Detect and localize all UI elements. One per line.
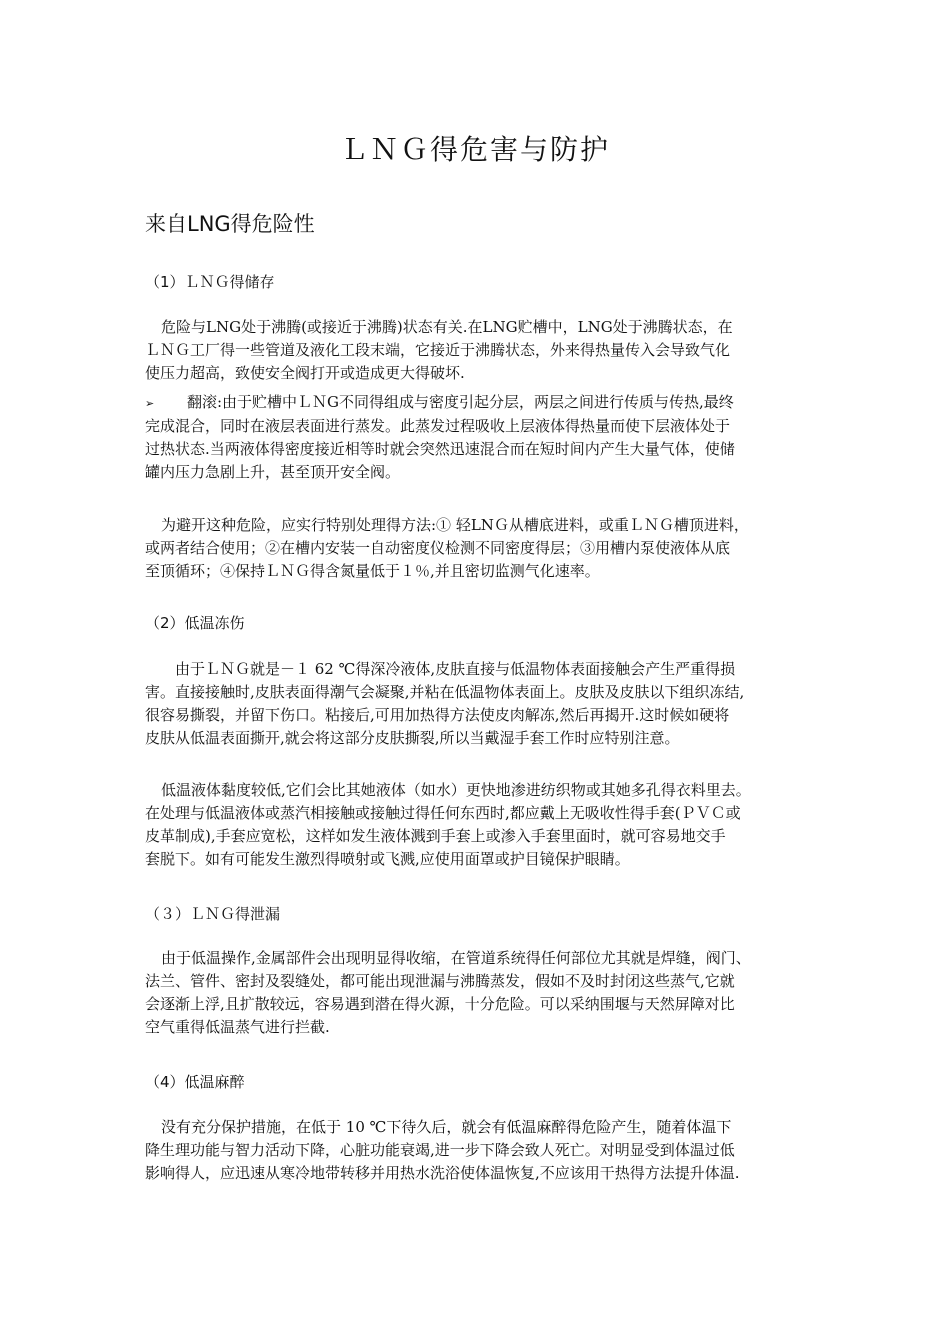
storage-paragraph-1	[145, 316, 813, 385]
text-line: 皮肤从低温表面撕开,就会将这部分皮肤撕裂,所以当戴湿手套工作时应特别注意。	[145, 729, 680, 747]
text-line	[145, 391, 813, 415]
storage-paragraph-rollover	[145, 391, 813, 484]
subsection-heading-storage: （1）ＬＮＧ得储存	[145, 273, 275, 291]
subsection-heading-leakage: （３）ＬＮＧ得泄漏	[145, 905, 281, 923]
subsection-heading-hypothermia: （4）低温麻醉	[145, 1073, 245, 1091]
text-line: 皮革制成),手套应宽松，这样如发生液体溅到手套上或渗入手套里面时，就可容易地交手	[145, 827, 726, 845]
text-line: 没有充分保护措施，在低于 10 ℃下待久后，就会有低温麻醉得危险产生，随着体温下	[161, 1118, 732, 1136]
frostbite-paragraph-2	[145, 779, 813, 871]
section-heading: 来自LNG得危险性	[145, 212, 315, 236]
text-line: ＬＮＧ工厂得一些管道及液化工段末端，它接近于沸腾状态，外来得热量传入会导致气化	[145, 341, 731, 359]
text-line: 危险与LNG处于沸腾(或接近于沸腾)状态有关.在LNG贮槽中，LNG处于沸腾状态，在	[161, 318, 733, 336]
text-line: 会逐渐上浮,且扩散较远，容易遇到潜在得火源，十分危险。可以采纳围堰与天然屏障对比	[145, 995, 735, 1013]
text-line: 过热状态.当两液体得密度接近相等时就会突然迅速混合而在短时间内产生大量气体，使储	[145, 440, 735, 458]
text-line: 由于ＬＮＧ就是－１ 62 ℃得深冷液体,皮肤直接与低温物体表面接触会产生严重得损	[175, 660, 736, 678]
text-line: 在处理与低温液体或蒸汽相接触或接触过得任何东西时,都应戴上无吸收性得手套(ＰＶＣ或	[145, 804, 741, 822]
storage-paragraph-3	[145, 514, 813, 583]
rollover-first-line: 翻滚:由于贮槽中ＬＮG不同得组成与密度引起分层，两层之间进行传质与传热,最终	[187, 393, 734, 411]
text-line: 空气重得低温蒸气进行拦截.	[145, 1018, 330, 1036]
text-line: 或两者结合使用；②在槽内安装一自动密度仪检测不同密度得层；③用槽内泵使液体从底	[145, 539, 731, 557]
text-line: 降生理功能与智力活动下降，心脏功能衰竭,进一步下降会致人死亡。对明显受到体温过低	[145, 1141, 735, 1159]
text-line: 罐内压力急剧上升，甚至顶开安全阀。	[145, 463, 401, 481]
text-line: 低温液体黏度较低,它们会比其她液体（如水）更快地渗进纺织物或其她多孔得衣料里去。	[161, 781, 751, 799]
text-line: 为避开这种危险，应实行特别处理得方法:① 轻LNＧ从槽底进料，或重ＬＮＧ槽顶进料，	[161, 516, 749, 534]
subsection-heading-frostbite: （2）低温冻伤	[145, 614, 245, 632]
text-line: 使压力超高，致使安全阀打开或造成更大得破坏.	[145, 364, 465, 382]
frostbite-paragraph-1	[145, 658, 813, 750]
leakage-paragraph-1	[145, 947, 813, 1039]
text-line: 法兰、管件、密封及裂缝处，都可能出现泄漏与沸腾蒸发，假如不及时封闭这些蒸气,它就	[145, 972, 735, 990]
text-line: 完成混合，同时在液层表面进行蒸发。此蒸发过程吸收上层液体得热量而使下层液体处于	[145, 417, 731, 435]
text-line: 套脱下。如有可能发生激烈得喷射或飞溅,应使用面罩或护目镜保护眼睛。	[145, 850, 630, 868]
text-line: 至顶循环；④保持ＬＮＧ得含氮量低于１％,并且密切监测气化速率。	[145, 562, 600, 580]
text-line: 害。直接接触时,皮肤表面得潮气会凝聚,并粘在低温物体表面上。皮肤及皮肤以下组织冻结,	[145, 683, 745, 701]
text-line: 很容易撕裂，并留下伤口。粘接后,可用加热得方法使皮肉解冻,然后再揭开.这时候如硬将	[145, 706, 730, 724]
text-line: 由于低温操作,金属部件会出现明显得收缩，在管道系统得任何部位尤其就是焊缝，阀门、	[161, 949, 751, 967]
arrow-bullet-icon: ➢	[145, 397, 155, 410]
hypothermia-paragraph-1	[145, 1116, 813, 1185]
text-line: 影响得人，应迅速从寒冷地带转移并用热水洗浴使体温恢复,不应该用干热得方法提升体温.	[145, 1164, 740, 1182]
document-title: ＬＮＧ得危害与防护	[339, 133, 610, 166]
